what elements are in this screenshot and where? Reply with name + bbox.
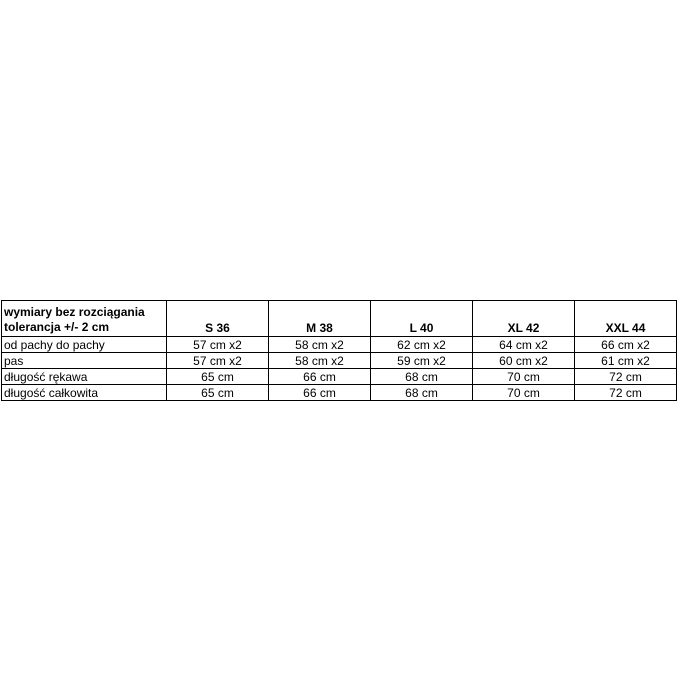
table-cell: 64 cm x2	[473, 337, 575, 353]
size-header-l: L 40	[371, 301, 473, 337]
size-header-s: S 36	[167, 301, 269, 337]
header-tolerance-note: tolerancja +/- 2 cm	[4, 320, 110, 334]
row-label-total-length: długość całkowita	[2, 385, 167, 401]
table-row	[2, 353, 677, 369]
table-cell: 66 cm	[269, 385, 371, 401]
row-label-sleeve-length: długość rękawa	[2, 369, 167, 385]
table-cell: 65 cm	[167, 369, 269, 385]
table-cell: 72 cm	[575, 369, 677, 385]
table-row	[2, 385, 677, 401]
table-header-row	[2, 301, 677, 337]
table-row	[2, 337, 677, 353]
table-row	[2, 369, 677, 385]
size-header-m: M 38	[269, 301, 371, 337]
size-header-xxl: XXL 44	[575, 301, 677, 337]
table-cell: 60 cm x2	[473, 353, 575, 369]
row-label-chest: od pachy do pachy	[2, 337, 167, 353]
row-label-waist: pas	[2, 353, 167, 369]
table-cell: 72 cm	[575, 385, 677, 401]
table-cell: 59 cm x2	[371, 353, 473, 369]
table-cell: 65 cm	[167, 385, 269, 401]
size-chart-table	[1, 300, 677, 401]
table-cell: 57 cm x2	[167, 337, 269, 353]
table-cell: 70 cm	[473, 369, 575, 385]
table-cell: 58 cm x2	[269, 337, 371, 353]
table-cell: 68 cm	[371, 385, 473, 401]
table-cell: 70 cm	[473, 385, 575, 401]
table-cell: 62 cm x2	[371, 337, 473, 353]
table-cell: 57 cm x2	[167, 353, 269, 369]
table-header-label	[2, 301, 167, 337]
table-cell: 58 cm x2	[269, 353, 371, 369]
size-header-xl: XL 42	[473, 301, 575, 337]
table-cell: 66 cm	[269, 369, 371, 385]
table-cell: 68 cm	[371, 369, 473, 385]
table-cell: 66 cm x2	[575, 337, 677, 353]
table-cell: 61 cm x2	[575, 353, 677, 369]
header-measurement-note: wymiary bez rozciągania	[4, 305, 145, 319]
